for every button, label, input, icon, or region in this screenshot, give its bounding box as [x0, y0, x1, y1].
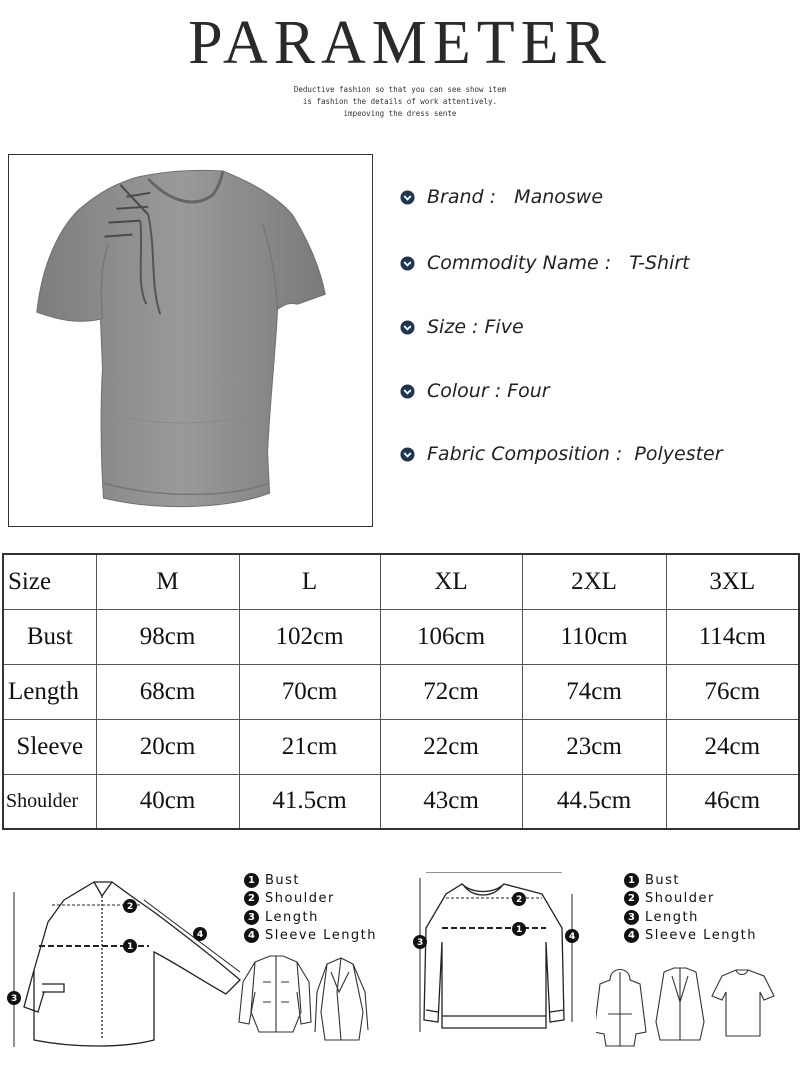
spec-label: Colour : — [427, 380, 502, 402]
spec-value: Manoswe — [514, 186, 604, 208]
table-cell: 46cm — [666, 774, 799, 829]
chevron-down-circle-icon — [400, 190, 415, 205]
legend-item — [624, 890, 757, 909]
legend-number: 4 — [244, 928, 259, 943]
legend-label: Length — [645, 909, 699, 925]
svg-text:3: 3 — [11, 994, 18, 1004]
spec-size — [400, 316, 524, 338]
chevron-down-circle-icon — [400, 256, 415, 271]
svg-text:2: 2 — [127, 902, 134, 912]
legend-item — [244, 890, 377, 909]
chevron-down-circle-icon — [400, 384, 415, 399]
svg-text:1: 1 — [516, 925, 523, 935]
spec-label: Fabric Composition : — [427, 443, 623, 465]
table-row — [3, 719, 799, 774]
tshirt-image — [9, 155, 372, 526]
svg-text:2: 2 — [516, 895, 523, 905]
table-cell: 76cm — [666, 664, 799, 719]
legend-number: 3 — [624, 910, 639, 925]
table-row-label: Shoulder — [3, 774, 96, 829]
table-header-cell: 2XL — [522, 554, 666, 609]
legend-item — [624, 908, 757, 927]
jacket-sketches — [235, 952, 370, 1044]
subtitle-line: impeoving the dress sente — [343, 109, 457, 118]
table-cell: 70cm — [239, 664, 380, 719]
spec-colour — [400, 380, 550, 402]
legend-label: Sleeve Length — [645, 928, 758, 944]
shirt-measurement-diagram — [4, 872, 244, 1052]
svg-text:4: 4 — [569, 932, 576, 942]
svg-text:4: 4 — [197, 930, 204, 940]
chevron-down-circle-icon — [400, 320, 415, 335]
product-photo — [8, 154, 373, 527]
garment-sketches — [596, 962, 776, 1048]
legend-number: 1 — [624, 873, 639, 888]
svg-text:3: 3 — [417, 938, 424, 948]
legend-label: Bust — [265, 872, 301, 888]
table-header-row — [3, 554, 799, 609]
table-cell: 110cm — [522, 609, 666, 664]
table-cell: 41.5cm — [239, 774, 380, 829]
table-cell: 22cm — [380, 719, 522, 774]
legend-item — [244, 871, 377, 890]
legend-label: Bust — [645, 872, 681, 888]
table-cell: 24cm — [666, 719, 799, 774]
page-subtitle — [0, 84, 800, 120]
legend-number: 4 — [624, 928, 639, 943]
legend-number: 2 — [244, 891, 259, 906]
spec-value: Four — [507, 380, 550, 402]
table-header-cell: L — [239, 554, 380, 609]
svg-text:1: 1 — [127, 942, 134, 952]
size-table — [2, 553, 800, 830]
table-cell: 21cm — [239, 719, 380, 774]
legend-item — [624, 927, 757, 946]
table-cell: 114cm — [666, 609, 799, 664]
legend-label: Sleeve Length — [265, 928, 378, 944]
legend-item — [244, 927, 377, 946]
legend-item — [624, 871, 757, 890]
legend-label: Length — [265, 909, 319, 925]
table-cell: 74cm — [522, 664, 666, 719]
table-cell: 20cm — [96, 719, 239, 774]
subtitle-line: Deductive fashion so that you can see show item — [293, 85, 507, 94]
page-title: PARAMETER — [188, 9, 612, 77]
table-cell: 43cm — [380, 774, 522, 829]
table-cell: 40cm — [96, 774, 239, 829]
table-header-cell: XL — [380, 554, 522, 609]
table-cell: 98cm — [96, 609, 239, 664]
spec-value: T-Shirt — [629, 252, 690, 274]
spec-label: Size : — [427, 316, 479, 338]
legend-number: 3 — [244, 910, 259, 925]
table-header-cell: 3XL — [666, 554, 799, 609]
table-row-label: Sleeve — [3, 719, 96, 774]
table-row-label: Bust — [3, 609, 96, 664]
spec-label: Commodity Name : — [427, 252, 612, 274]
spec-value: Polyester — [634, 443, 723, 465]
table-cell: 44.5cm — [522, 774, 666, 829]
spec-brand — [400, 186, 603, 208]
table-row-label: Length — [3, 664, 96, 719]
legend-label: Shoulder — [265, 891, 335, 907]
table-cell: 68cm — [96, 664, 239, 719]
table-header-cell: M — [96, 554, 239, 609]
subtitle-line: is fashion the details of work attentively. — [302, 97, 498, 106]
table-cell: 106cm — [380, 609, 522, 664]
table-cell: 23cm — [522, 719, 666, 774]
legend-number: 1 — [244, 873, 259, 888]
table-header-cell: Size — [3, 554, 96, 609]
table-row — [3, 774, 799, 829]
table-cell: 102cm — [239, 609, 380, 664]
table-cell: 72cm — [380, 664, 522, 719]
spec-fabric-composition — [400, 443, 723, 465]
measurement-legend-right — [624, 871, 757, 945]
measurement-legend — [244, 871, 377, 945]
chevron-down-circle-icon — [400, 447, 415, 462]
spec-value: Five — [484, 316, 524, 338]
spec-commodity-name — [400, 252, 690, 274]
sweater-measurement-diagram — [412, 872, 584, 1037]
table-row — [3, 609, 799, 664]
spec-label: Brand : — [427, 186, 497, 208]
legend-number: 2 — [624, 891, 639, 906]
legend-label: Shoulder — [645, 891, 715, 907]
legend-item — [244, 908, 377, 927]
table-row — [3, 664, 799, 719]
